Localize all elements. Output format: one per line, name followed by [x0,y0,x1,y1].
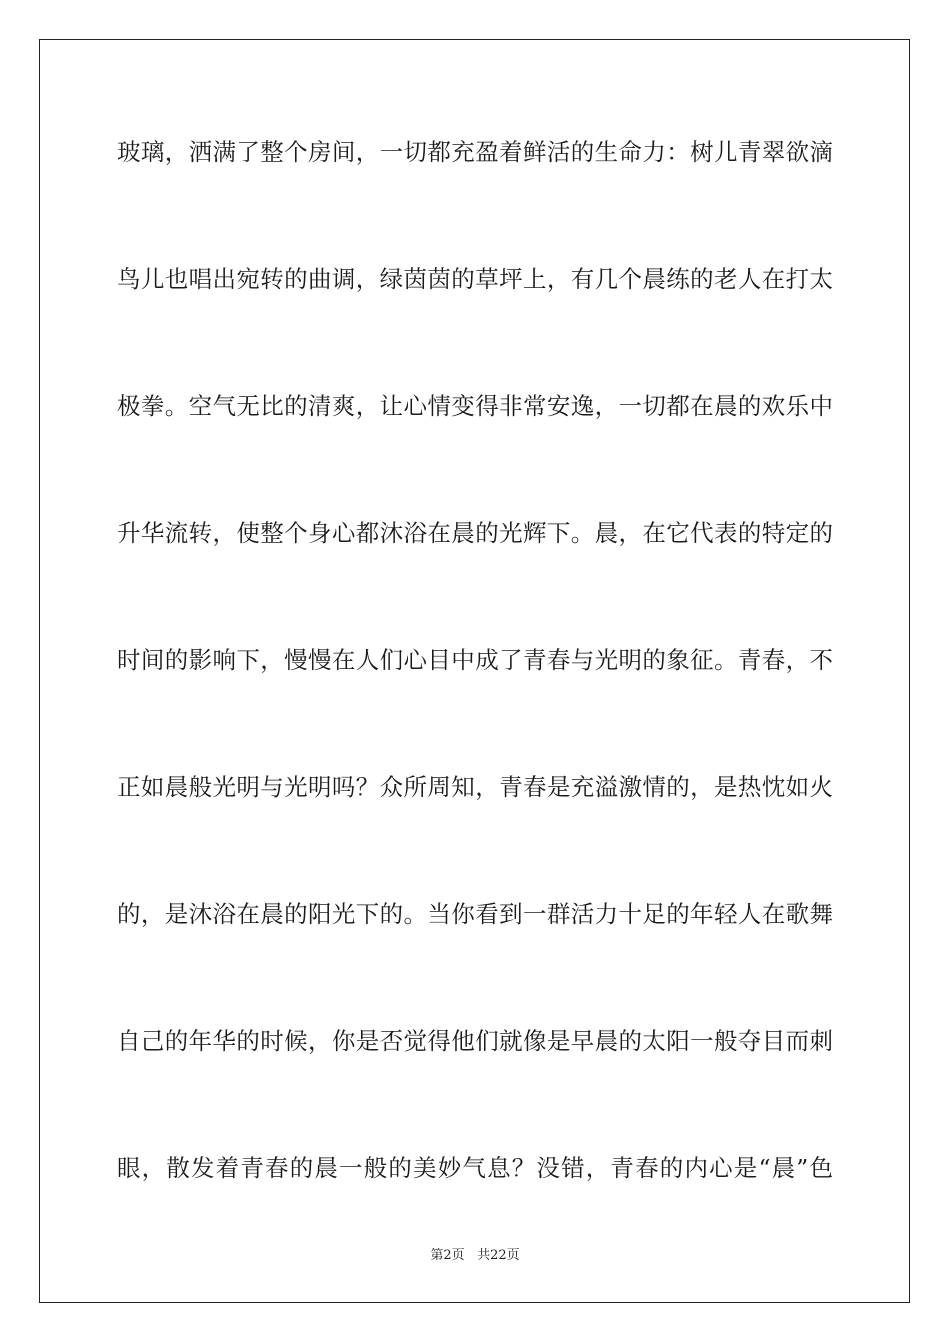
text-line: 正如晨般光明与光明吗？众所周知，青春是充溢激情的，是热忱如火 [117,773,833,801]
text-line: 鸟儿也唱出宛转的曲调，绿茵茵的草坪上，有几个晨练的老人在打太 [117,265,833,293]
text-line: 眼，散发着青春的晨一般的美妙气息？没错，青春的内心是“晨”色 [117,1154,833,1182]
text-line: 玻璃，洒满了整个房间，一切都充盈着鲜活的生命力：树儿青翠欲滴 [117,138,833,166]
text-line: 自己的年华的时候，你是否觉得他们就像是早晨的太阳一般夺目而刺 [117,1027,833,1055]
total-pages: 共22页 [477,1248,520,1263]
page-footer [0,1246,950,1266]
text-line: 升华流转，使整个身心都沐浴在晨的光辉下。晨，在它代表的特定的 [117,519,833,547]
document-body [117,130,833,1273]
text-line: 极拳。空气无比的清爽，让心情变得非常安逸，一切都在晨的欢乐中 [117,392,833,420]
text-line: 的，是沐浴在晨的阳光下的。当你看到一群活力十足的年轻人在歌舞 [117,900,833,928]
page-number: 第2页 [430,1248,465,1263]
text-line: 时间的影响下，慢慢在人们心目中成了青春与光明的象征。青春，不 [117,646,833,674]
